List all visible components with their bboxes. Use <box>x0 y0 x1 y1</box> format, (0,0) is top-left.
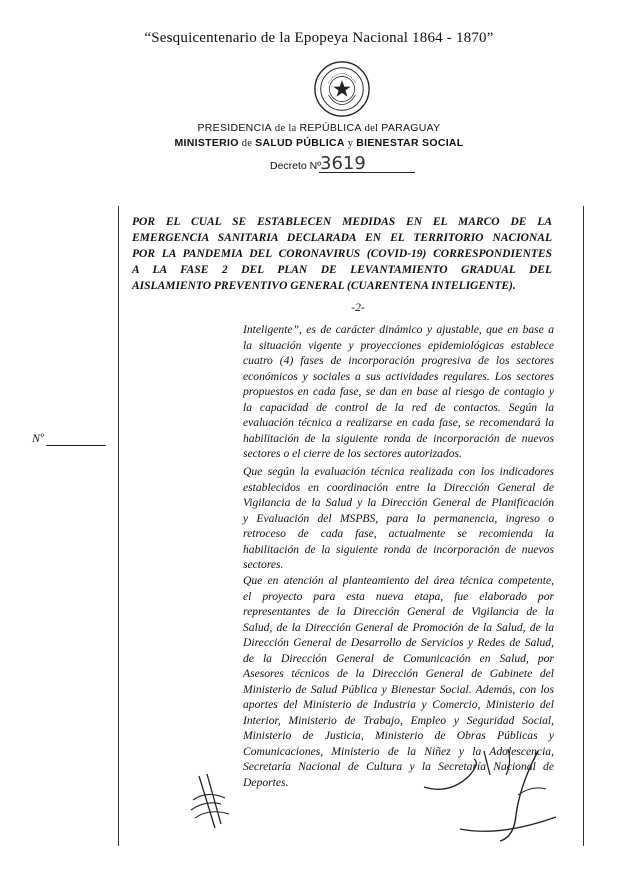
title-line: EMERGENCIA SANITARIA DECLARADA EN EL TERRITORIO NACIONAL <box>132 232 552 244</box>
paragraph-line: establecidos en coordinación entre la Dirección General de <box>243 480 554 494</box>
paragraph-line: de la Dirección General de Comunicación en Salud, por <box>243 651 554 665</box>
presidencia-de-la: de la <box>274 123 297 134</box>
paragraph-line: propuestos en cada fase, se dan en base al riesgo de contagio y <box>243 385 554 398</box>
paragraph-line: la capacidad de control de la red de contactos. Según la <box>243 400 554 414</box>
paragraph-line: aportes del Ministerio de Industria y Comercio, Ministerio del <box>243 698 554 711</box>
paragraph-line: habilitación de la siguiente ronda de incorporación de nuevos <box>243 431 554 445</box>
decreto-underline <box>319 172 415 173</box>
title-line: POR EL CUAL SE ESTABLECEN MEDIDAS EN EL MARCO DE LA <box>132 216 552 228</box>
paragraph-line: Asesores técnicos de la Dirección General de Gabinete del <box>243 667 554 680</box>
paragraph-line: y Evaluación del MSPBS, para la permanencia, ingreso o <box>243 511 554 525</box>
side-number-underline <box>46 445 106 446</box>
paragraph-line: sectores o el cierre de los sectores autorizados. <box>243 447 462 460</box>
paragraph-line: Inteligente”, es de carácter dinámico y ajustable, que en base a <box>243 323 554 336</box>
title-line: POR LA PANDEMIA DEL CORONAVIRUS (COVID-19) CORRESPONDIENTES <box>132 248 552 260</box>
presidencia-del: del <box>364 123 379 134</box>
paragraph-line: cuatro (4) fases de incorporación progresiva de los sectores <box>243 354 554 367</box>
ministerio-de: de <box>241 138 253 149</box>
paragraph-line: Deportes. <box>243 775 289 789</box>
side-number-label: Nº <box>32 431 44 445</box>
paragraph-line: la situación vigente y proyecciones epidemiológicas establece <box>243 338 554 352</box>
decree-title <box>132 214 552 294</box>
ministerio-line <box>0 137 638 149</box>
paragraph-line: Que según la evaluación técnica realizada con los indicadores <box>243 465 554 478</box>
paragraph-line: retroceso de cada fase, actualmente se recomienda la <box>243 527 554 540</box>
paragraph-line: Comunicaciones, Ministerio de la Niñez y la Adolescencia, <box>243 744 554 758</box>
side-number-field <box>32 431 106 446</box>
paragraph-line: habilitación de la siguiente ronda de incorporación de nuevos <box>243 542 554 556</box>
seal-icon <box>313 60 371 118</box>
paragraph-line: Que en atención al planteamiento del área técnica competente, <box>243 574 554 587</box>
decreto-label: Decreto Nº <box>270 160 322 172</box>
ministerio-y: y <box>347 138 354 149</box>
paragraph-line: Salud, de la Dirección General de Promoción de la Salud, de la <box>243 620 554 634</box>
decreto-number: 3619 <box>320 153 366 174</box>
paragraph-line: el proyecto para esta nueva etapa, fue elaborado por <box>243 589 554 603</box>
page-number: -2- <box>351 302 365 314</box>
ministerio-salud: SALUD PÚBLICA <box>255 137 345 149</box>
paragraph-line: representantes de la Dirección General de Vigilancia de la <box>243 605 554 618</box>
paragraph-line: evaluación técnica a realizarse en cada fase, se recomendará la <box>243 416 554 429</box>
paragraph-line: económicos y sociales a sus actividades regulares. Los sectores <box>243 369 554 383</box>
presidencia-line <box>0 122 638 134</box>
official-signature <box>420 745 560 845</box>
paragraph-line: Dirección General de Desarrollo de Servicios y Redes de Salud, <box>243 636 554 649</box>
presidencia-paraguay: PARAGUAY <box>381 122 441 134</box>
title-line: AISLAMIENTO PREVENTIVO GENERAL (CUARENTENA INTELIGENTE). <box>132 280 516 292</box>
presidencia-pre: PRESIDENCIA <box>197 122 272 134</box>
paragraph-1 <box>243 322 554 462</box>
initials-signature <box>185 770 235 830</box>
paragraph-line: Ministerio de Salud Pública y Bienestar Social. Además, con los <box>243 682 554 696</box>
paragraph-line: Interior, Ministerio de Trabajo, Empleo y Seguridad Social, <box>243 713 554 727</box>
title-line: A LA FASE 2 DEL PLAN DE LEVANTAMIENTO GRADUAL DEL <box>132 264 552 276</box>
paragraph-line: Secretaría Nacional de Cultura y la Secretaría Nacional de <box>243 760 554 773</box>
decreto-field <box>270 153 366 174</box>
header-motto: “Sesquicentenario de la Epopeya Nacional 1864 - 1870” <box>144 30 494 46</box>
paragraph-line: sectores. <box>243 558 284 571</box>
paragraph-line: Ministerio de Justicia, Ministerio de Obras Públicas y <box>243 729 554 742</box>
paragraph-line: Vigilancia de la Salud y la Dirección General de Planificación <box>243 496 554 509</box>
paragraph-2 <box>243 464 554 573</box>
ministerio-bienestar: BIENESTAR SOCIAL <box>356 137 464 149</box>
ministerio-pre: MINISTERIO <box>174 137 239 149</box>
presidencia-republica: REPÚBLICA <box>299 122 362 134</box>
